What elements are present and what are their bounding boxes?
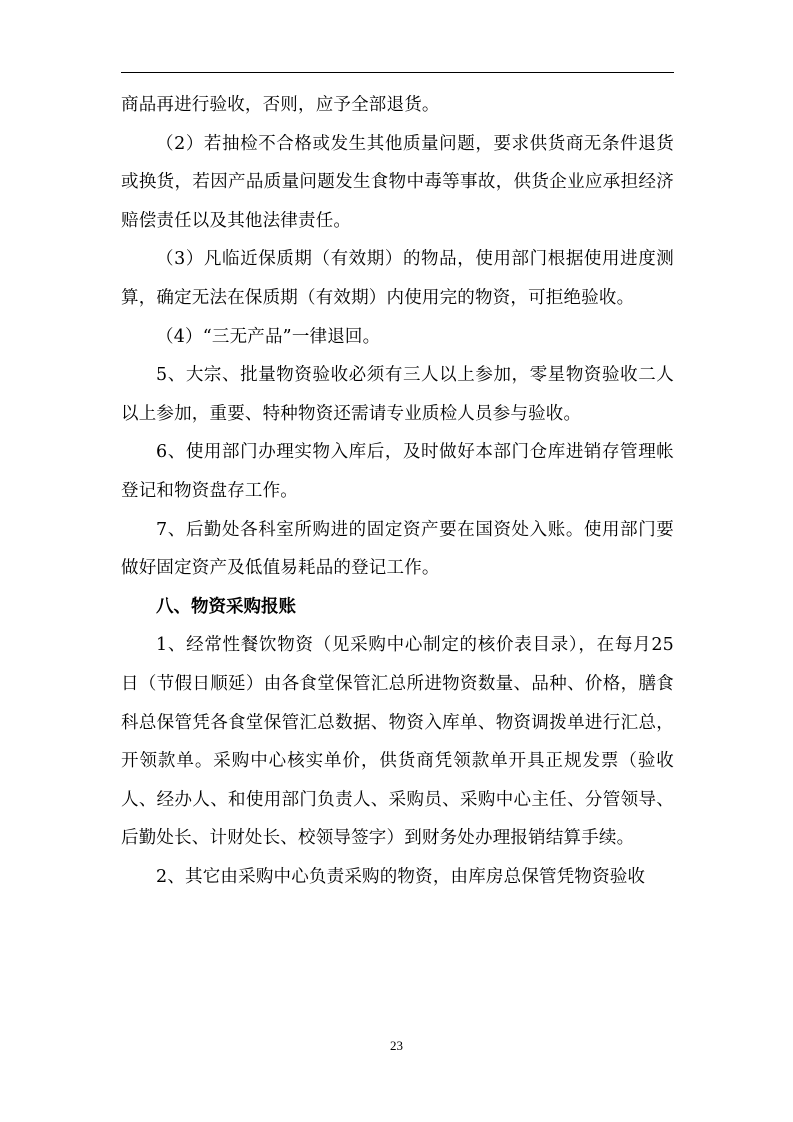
paragraph-point-5: 5、大宗、批量物资验收必须有三人以上参加，零星物资验收二人以上参加，重要、特种物资还需请专业质检人员参与验收。 xyxy=(121,365,674,424)
paragraph-point-7: 7、后勤处各科室所购进的固定资产要在国资处入账。使用部门要做好固定资产及低值易耗品的登记工作。 xyxy=(121,519,674,579)
paragraph-item-2: （2）若抽检不合格或发生其他质量问题，要求供货商无条件退货或换货，若因产品质量问题发生食物中毒等事故，供货企业应承担经济赔偿责任以及其他法律责任。 xyxy=(121,133,674,231)
paragraph-point-6: 6、使用部门办理实物入库后，及时做好本部门仓库进销存管理帐登记和物资盘存工作。 xyxy=(121,442,674,501)
paragraph-continuation: 商品再进行验收，否则，应予全部退货。 xyxy=(121,95,440,115)
paragraph-item-3: （3）凡临近保质期（有效期）的物品，使用部门根据使用进度测算，确定无法在保质期（有效期）内使用完的物资，可拒绝验收。 xyxy=(121,249,674,308)
page-number: 23 xyxy=(390,1038,403,1053)
section-paragraph-2: 2、其它由采购中心负责采购的物资，由库房总保管凭物资验收 xyxy=(156,866,646,887)
header-rule xyxy=(121,72,674,73)
section-paragraph-1: 1、经常性餐饮物资（见采购中心制定的核价表目录），在每月25日（节假日顺延）由各食堂保管汇总所进物资数量、品种、价格，膳食科总保管凭各食堂保管汇总数据、物资入库单、物资调拨单进行汇总，开领款单。采购中心核实单价，供货商凭领款单开具正规发票（验收人、经办人、和使用部门负责人、采购员、采购中心主任、分管领导、后勤处长、计财处长、校领导签字）到财务处办理报销结算手续。 xyxy=(121,635,674,849)
section-heading: 八、物资采购报账 xyxy=(156,596,296,617)
document-body xyxy=(121,86,674,896)
paragraph-item-4: （4）“三无产品”一律退回。 xyxy=(156,326,381,347)
